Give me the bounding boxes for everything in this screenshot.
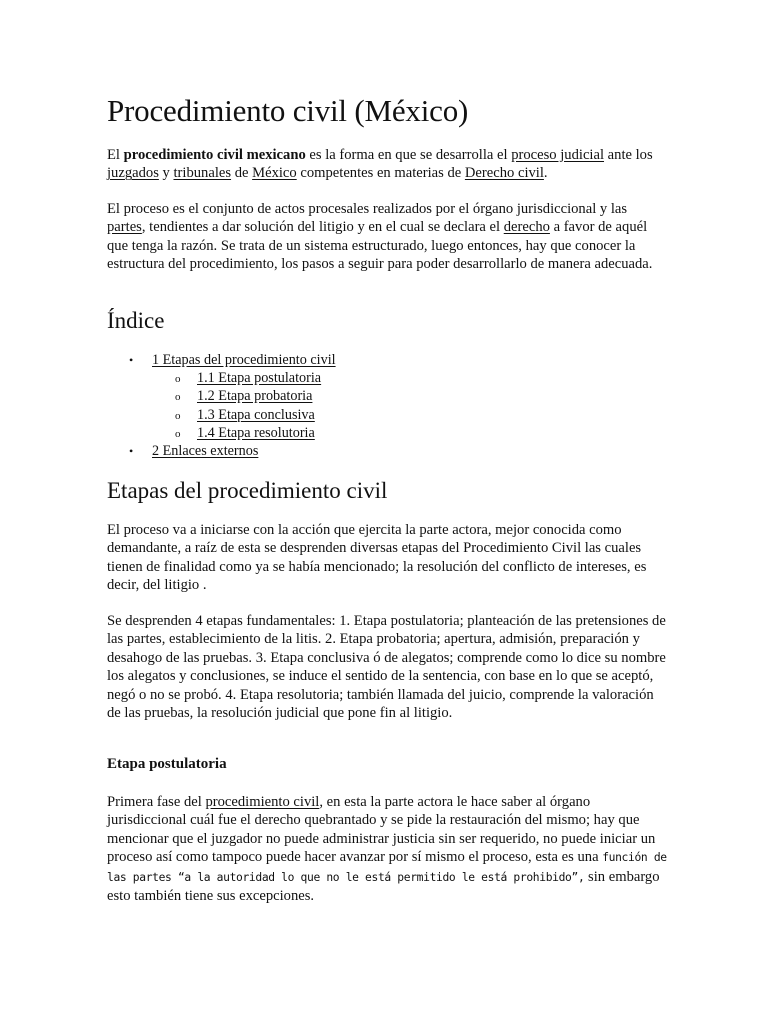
etapas-paragraph-2: Se desprenden 4 etapas fundamentales: 1. Etapa postulatoria; planteación de las pretensiones de las partes, establecimiento de la litis. 2. Etapa probatoria; apertura, admisión, preparación y desahogo de las pruebas. 3. Etapa conclusiva ó de alegatos; comprende como lo dice su nombre los alegatos y conclusiones, se induce el sentido de la sentencia, con base en lo que se aceptó, negó o no se probó. 4. Etapa resolutoria; también llamada del juicio, comprende la valoración de las pruebas, la resolución judicial que pone fin al litigio. [107,613,666,722]
circle-bullet-icon: o [175,427,181,440]
link-mexico[interactable]: México [252,165,297,182]
toc-item [107,369,507,387]
circle-bullet-icon: o [175,409,181,422]
link-procedimiento-civil[interactable]: procedimiento civil [205,794,320,810]
toc-link-etapas[interactable]: 1 Etapas del procedimiento civil [152,352,336,368]
toc-link-resolutoria[interactable]: 1.4 Etapa resolutoria [197,424,315,441]
paragraph-text: sin embargo esto también tiene sus excepciones. [107,868,660,905]
bullet-icon: • [129,443,134,458]
paragraph-text: , tendientes a dar solución del litigio y en el cual se declara el [141,219,504,236]
intro-text: competentes en materias de [296,165,465,182]
circle-bullet-icon: o [175,373,181,386]
process-paragraph [107,200,667,274]
paragraph-text: El proceso es el conjunto de actos procesales realizados por el órgano jurisdiccional y las [107,201,628,217]
link-proceso-judicial[interactable]: proceso judicial [511,147,605,163]
toc-link-postulatoria[interactable]: 1.1 Etapa postulatoria [197,370,322,387]
section-heading-etapas: Etapas del procedimiento civil [107,478,388,503]
index-heading: Índice [107,308,165,333]
intro-text: y [158,165,174,182]
intro-paragraph [107,146,667,183]
circle-bullet-icon: o [175,391,181,404]
toc-link-probatoria[interactable]: 1.2 Etapa probatoria [197,388,313,405]
intro-text: . [543,165,548,182]
intro-text: El [107,147,124,163]
intro-text: es la forma en que se desarrolla el [305,147,512,163]
toc-item [107,442,507,460]
toc-item [107,406,507,424]
link-partes[interactable]: partes [107,219,142,236]
link-tribunales[interactable]: tribunales [173,165,232,182]
toc-item [107,351,507,369]
paragraph-text: Primera fase del [107,794,206,810]
toc-item [107,387,507,405]
toc-item [107,424,507,442]
bullet-icon: • [129,353,134,367]
paragraph-text: , en esta la parte actora le hace saber al órgano jurisdiccional cuál fue el derecho quebrantado y se pide la restauración del mismo; hay que mencionar que el juzgador no puede administrar justicia sin ser requerido, no puede iniciar un proceso así como tampoco puede hacer avanzar por sí mismo el proceso, esta es una [107,794,656,866]
postulatoria-paragraph [107,793,667,905]
intro-bold-term: procedimiento civil mexicano [123,147,306,163]
link-derecho[interactable]: derecho [503,219,550,236]
page-title: Procedimiento civil (México) [107,93,469,128]
table-of-contents [107,351,507,460]
link-juzgados[interactable]: juzgados [107,165,159,182]
paragraph-text: a favor de aquél que tenga la razón. Se trata de un sistema estructurado, luego entonces, hay que conocer la estructura del procedimiento, los pasos a seguir para poder desarrollarlo de manera adecuada. [107,219,653,273]
monospace-quote: función de las partes “a la autoridad lo que no le está permitido le está prohibido”, [107,851,667,884]
intro-text: ante los [604,147,653,163]
toc-link-enlaces[interactable]: 2 Enlaces externos [152,442,259,459]
link-derecho-civil[interactable]: Derecho civil [464,165,544,182]
toc-link-conclusiva[interactable]: 1.3 Etapa conclusiva [197,406,315,423]
intro-text: de [231,165,253,182]
etapas-paragraph-1: El proceso va a iniciarse con la acción que ejercita la parte actora, mejor conocida como demandante, a raíz de esta se desprenden diversas etapas del Procedimiento Civil las cuales tienen de finalidad como ya se había mencionado; la resolución del conflicto de intereses, es decir, del litigio . [107,522,647,594]
section-heading-postulatoria: Etapa postulatoria [107,756,227,772]
